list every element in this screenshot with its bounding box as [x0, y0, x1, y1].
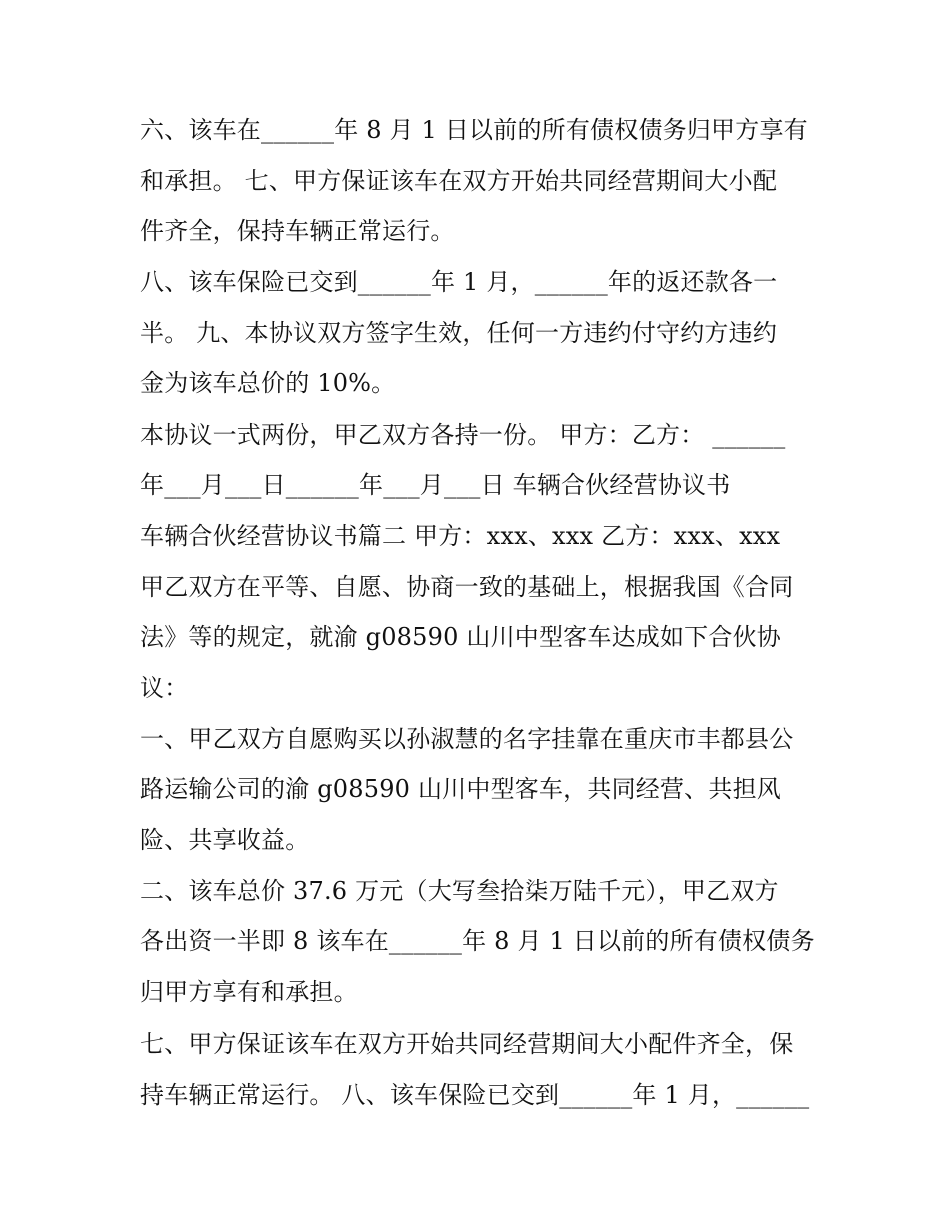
text-line: 险、共享收益。: [140, 826, 310, 854]
text-line: 一、甲乙双方自愿购买以孙淑慧的名字挂靠在重庆市丰都县公: [140, 725, 794, 753]
text-line: 甲乙双方在平等、自愿、协商一致的基础上，根据我国《合同: [140, 573, 794, 601]
text-line: 件齐全，保持车辆正常运行。: [140, 217, 455, 245]
text-line: 本协议一式两份，甲乙双方各持一份。 甲方：乙方： ______: [140, 421, 786, 449]
text-line: 议：: [140, 674, 189, 702]
text-line: 半。 九、本协议双方签字生效，任何一方违约付守约方违约: [140, 319, 778, 347]
text-line: 持车辆正常运行。 八、该车保险已交到______年 1 月，______: [140, 1081, 810, 1109]
text-line: 和承担。 七、甲方保证该车在双方开始共同经营期间大小配: [140, 167, 778, 195]
text-line: 六、该车在______年 8 月 1 日以前的所有债权债务归甲方享有: [140, 116, 808, 144]
text-line: 二、该车总价 37.6 万元（大写叁拾柒万陆千元），甲乙双方: [140, 877, 779, 905]
text-line: 七、甲方保证该车在双方开始共同经营期间大小配件齐全，保: [140, 1030, 794, 1058]
text-line: 八、该车保险已交到______年 1 月，______年的返还款各一: [140, 268, 778, 296]
text-line: 年___月___日______年___月___日 车辆合伙经营协议书: [140, 471, 731, 499]
text-line: 各出资一半即 8 该车在______年 8 月 1 日以前的所有债权债务: [140, 927, 815, 955]
text-line: 金为该车总价的 10%。: [140, 369, 396, 397]
text-line: 路运输公司的渝 g08590 山川中型客车，共同经营、共担风: [140, 775, 781, 803]
text-line: 法》等的规定，就渝 g08590 山川中型客车达成如下合伙协: [140, 623, 781, 651]
text-line: 车辆合伙经营协议书篇二 甲方：xxx、xxx 乙方：xxx、xxx: [140, 522, 781, 550]
text-line: 归甲方享有和承担。: [140, 978, 358, 1006]
